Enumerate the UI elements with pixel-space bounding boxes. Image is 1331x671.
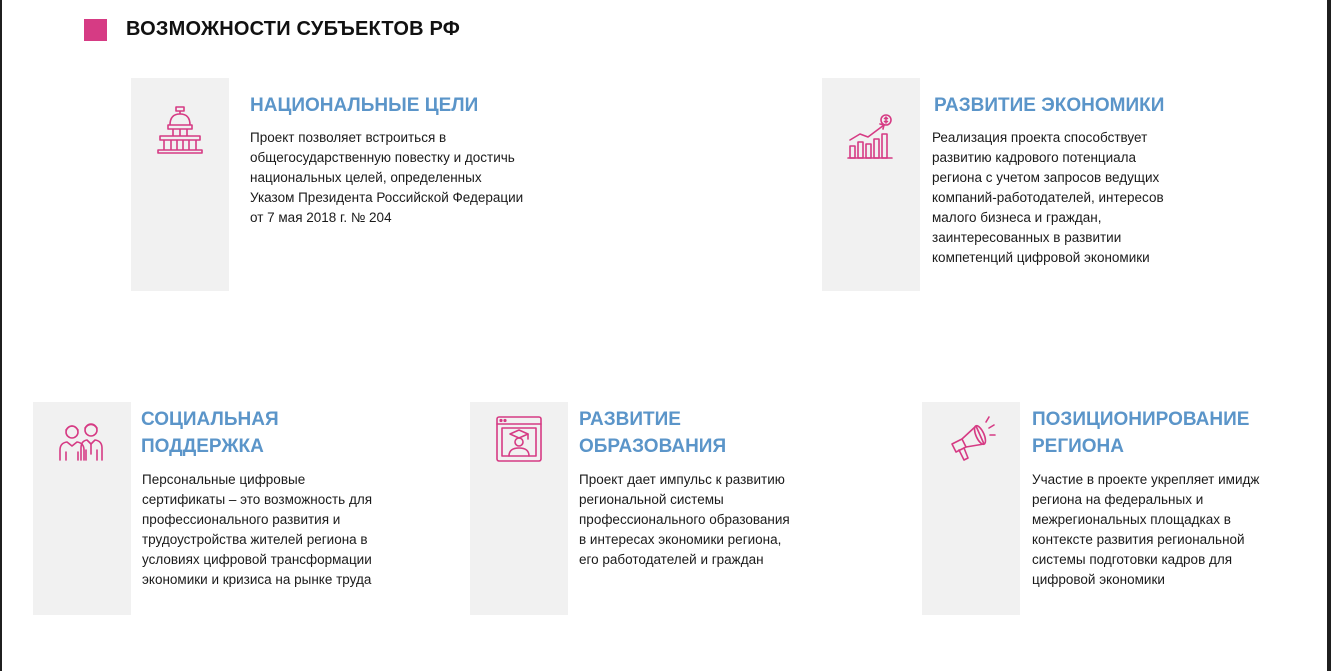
people-icon bbox=[57, 414, 107, 464]
window-border-left bbox=[0, 0, 2, 671]
card-national-goals bbox=[131, 78, 591, 291]
card-title: ПОЗИЦИОНИРОВАНИЕ РЕГИОНА bbox=[1032, 409, 1250, 457]
icon-box bbox=[922, 402, 1020, 615]
icon-box bbox=[33, 402, 131, 615]
card-education-development bbox=[470, 402, 840, 615]
window-border-right bbox=[1327, 0, 1331, 671]
government-building-icon bbox=[155, 105, 205, 155]
growth-chart-icon bbox=[846, 112, 896, 162]
card-text: Проект позволяет встроиться в общегосударственную повестку и достичь национальных целей, определенных Указом Президента Российской Федерации от 7 мая 2018 г. № 204 bbox=[250, 130, 524, 225]
card-region-positioning bbox=[922, 402, 1302, 615]
icon-box bbox=[470, 402, 568, 615]
card-social-support bbox=[33, 402, 433, 615]
card-text: Персональные цифровые сертификаты – это возможность для профессионального развития и трудоустройства жителей региона в условиях цифровой трансформации экономики и кризиса на рынке труда bbox=[142, 472, 373, 587]
card-title: СОЦИАЛЬНАЯ ПОДДЕРЖКА bbox=[141, 409, 279, 457]
icon-box bbox=[131, 78, 229, 291]
card-text: Проект дает импульс к развитию региональной системы профессионального образования в интересах экономики региона, его работодателей и граждан bbox=[579, 472, 790, 567]
card-title: НАЦИОНАЛЬНЫЕ ЦЕЛИ bbox=[250, 95, 479, 116]
card-title: РАЗВИТИЕ ЭКОНОМИКИ bbox=[934, 95, 1165, 116]
megaphone-icon bbox=[946, 414, 996, 464]
card-text: Реализация проекта способствует развитию кадрового потенциала региона с учетом запросов ведущих компаний-работодателей, интересов малого бизнеса и граждан, заинтересованных в развитии компетенций цифровой экономики bbox=[932, 130, 1164, 265]
card-economy-development bbox=[822, 78, 1292, 291]
card-text: Участие в проекте укрепляет имидж региона на федеральных и межрегиональных площадках в контексте развития региональной системы подготовки кадров для цифровой экономики bbox=[1032, 472, 1260, 587]
icon-box bbox=[822, 78, 920, 291]
header-marker bbox=[84, 19, 107, 41]
online-graduate-icon bbox=[494, 414, 544, 464]
card-title: РАЗВИТИЕ ОБРАЗОВАНИЯ bbox=[579, 409, 727, 457]
page-title: ВОЗМОЖНОСТИ СУБЪЕКТОВ РФ bbox=[126, 18, 461, 40]
